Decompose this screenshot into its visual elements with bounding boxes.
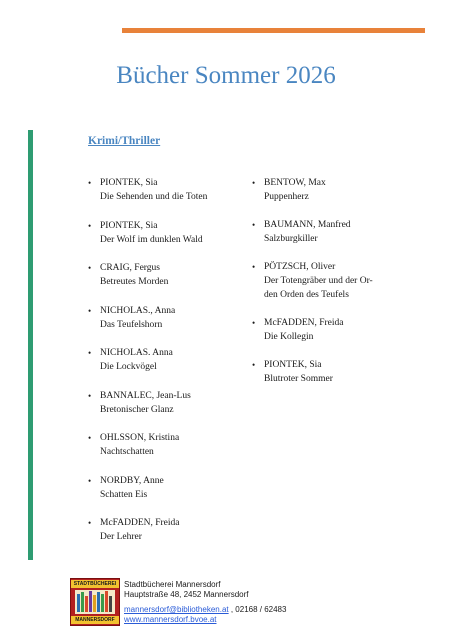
side-accent-bar [28, 130, 33, 560]
list-item [252, 176, 400, 218]
list-item [88, 176, 248, 219]
contact-line [124, 605, 286, 615]
list-item [252, 358, 400, 400]
book-title: Bretonischer Glanz [100, 404, 174, 415]
library-address: Hauptstraße 48, 2452 Mannersdorf [124, 590, 249, 599]
website-link[interactable]: www.mannersdorf.bvoe.at [124, 615, 217, 624]
book-author: • PIONTEK, Sia [264, 360, 322, 370]
book-author: • NORDBY, Anne [100, 475, 164, 486]
book-title: Nachtschatten [100, 447, 154, 457]
list-item [88, 346, 248, 389]
footer-contact [124, 580, 286, 625]
book-author: • PIONTEK, Sia [100, 178, 158, 188]
list-item [88, 516, 248, 559]
book-author: • PÖTZSCH, Oliver [264, 262, 336, 272]
book-title: Der Lehrer [100, 532, 142, 542]
book-title: Der Totengräber und der Or- [264, 276, 373, 286]
book-title: Die Lockvögel [100, 362, 157, 372]
book-title: Die Kollegin [264, 332, 314, 342]
book-author: • BANNALEC, Jean-Lus [100, 390, 191, 401]
list-item [252, 260, 400, 316]
book-author: • McFADDEN, Freida [100, 518, 180, 528]
page-title: Bücher Sommer 2026 [116, 62, 336, 89]
book-title: Blutroter Sommer [264, 374, 333, 384]
book-author: • BENTOW, Max [264, 178, 326, 188]
book-title: Betreutes Morden [100, 277, 169, 287]
book-list-right [252, 176, 400, 400]
library-logo [70, 578, 120, 626]
book-author: • NICHOLAS. Anna [100, 348, 173, 358]
logo-top-text: STADTBÜCHEREI [71, 580, 119, 588]
list-item [252, 316, 400, 358]
list-item [88, 474, 248, 517]
list-item [88, 431, 248, 474]
logo-bottom-text: MANNERSDORF [71, 616, 119, 624]
book-author: • CRAIG, Fergus [100, 263, 160, 273]
list-item [88, 219, 248, 262]
book-author: • BAUMANN, Manfred [264, 220, 351, 230]
accent-bar [122, 28, 425, 33]
list-item [252, 218, 400, 260]
book-title: Die Sehenden und die Toten [100, 192, 208, 202]
library-name: Stadtbücherei Mannersdorf [124, 580, 221, 589]
bookshelf-icon [75, 590, 115, 614]
book-title-continued: den Orden des Teufels [264, 290, 349, 300]
section-heading: Krimi/Thriller [88, 135, 161, 147]
list-item [88, 389, 248, 432]
book-title: Schatten Eis [100, 489, 148, 500]
book-author: • NICHOLAS., Anna [100, 305, 176, 316]
book-list-left [88, 176, 248, 559]
book-author: • McFADDEN, Freida [264, 318, 344, 328]
book-author: • OHLSSON, Kristina [100, 433, 180, 443]
book-title: Das Teufelshorn [100, 319, 163, 330]
book-title: Salzburgkiller [264, 234, 318, 244]
book-title: Der Wolf im dunklen Wald [100, 234, 203, 245]
list-item [88, 304, 248, 347]
email-link[interactable]: mannersdorf@bibliotheken.at [124, 605, 229, 614]
book-title: Puppenherz [264, 192, 309, 202]
book-author: • PIONTEK, Sia [100, 220, 158, 231]
list-item [88, 261, 248, 304]
phone-number: , 02168 / 62483 [228, 605, 287, 614]
